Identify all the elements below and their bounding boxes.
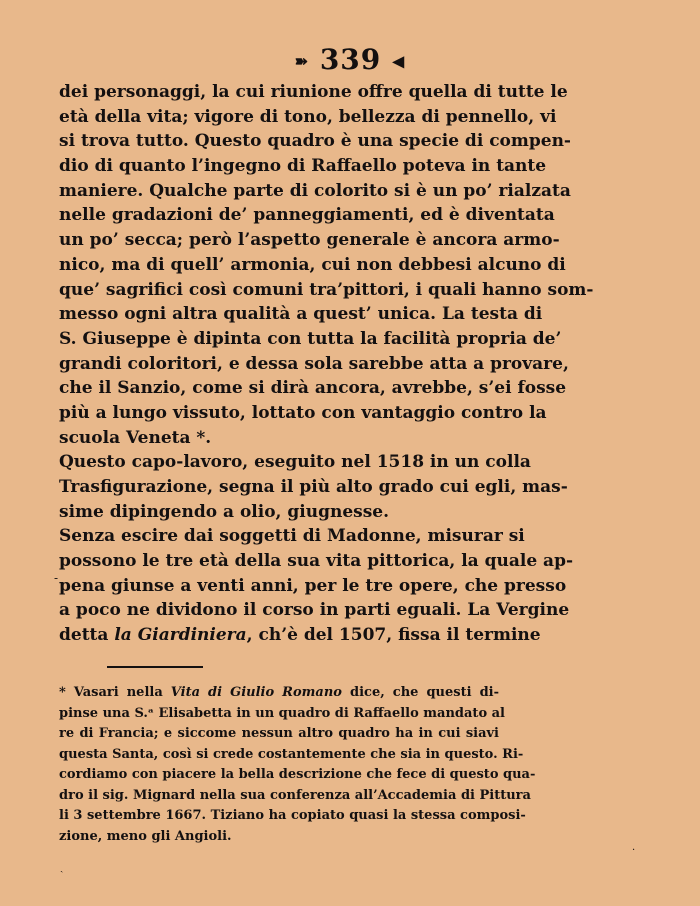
text-line: nico, ma di quell’ armonia, cui non debbesi alcuno di	[59, 254, 566, 275]
text-line: si trova tutto. Questo quadro è una specie di compen-	[59, 131, 571, 152]
text-fragment: * Vasari nella	[59, 685, 171, 700]
footnote-line: li 3 settembre 1667. Tiziano ha copiato quasi la stessa composi-	[59, 808, 526, 823]
footnote-line: questa Santa, così si crede costantemente che sia in questo. Ri-	[59, 746, 524, 762]
text-line: età della vita; vigore di tono, bellezza di pennello, vi	[59, 106, 557, 127]
text-line: che il Sanzio, come si dirà ancora, avrebbe, s’ei fosse	[59, 378, 567, 399]
footnote-line	[59, 683, 499, 704]
text-line: un po’ secca; però l’aspetto generale è ancora armo-	[59, 230, 560, 251]
text-fragment: detta	[59, 625, 115, 646]
text-line: scuola Veneta *.	[59, 427, 212, 448]
footnote-line: re di Francia; e siccome nessun altro quadro ha in cui siavi	[59, 726, 499, 741]
text-fragment: dice, che questi di-	[341, 685, 499, 700]
right-ornament-icon: ◀	[392, 51, 406, 71]
text-line: Senza escire dai soggetti di Madonne, misurar si	[59, 526, 525, 547]
text-line: sime dipingendo a olio, giugnesse.	[59, 501, 390, 522]
text-line: dio di quanto l’ingegno di Raffaello poteva in tante	[59, 156, 547, 177]
footnote-line: dro il sig. Mignard nella sua conferenza all’Accademia di Pittura	[59, 787, 531, 803]
italic-title: Vita di Giulio Romano	[170, 685, 342, 700]
text-line: a poco ne dividono il corso in parti eguali. La Vergine	[59, 600, 570, 621]
italic-title: la Giardiniera	[114, 625, 247, 646]
text-line: que’ sagrifici così comuni tra’pittori, i quali hanno som-	[59, 279, 594, 300]
footnote-line: cordiamo con piacere la bella descrizione che fece di questo qua-	[59, 767, 536, 782]
text-line	[59, 623, 541, 648]
main-text	[59, 80, 594, 648]
text-line: messo ogni altra qualità a quest’ unica. La testa di	[59, 304, 543, 325]
text-line: maniere. Qualche parte di colorito si è un po’ rialzata	[59, 180, 571, 201]
text-line: possono le tre età della sua vita pittorica, la quale ap-	[59, 551, 574, 572]
footnote	[59, 683, 536, 847]
text-line: Trasfigurazione, segna il più alto grado cui egli, mas-	[59, 477, 568, 497]
stray-dot: ·	[632, 845, 636, 856]
text-line: pena giunse a venti anni, per le tre opere, che presso	[59, 575, 567, 596]
text-line: nelle gradazioni de’ panneggiamenti, ed è diventata	[59, 205, 555, 226]
left-ornament-icon: ➽	[294, 51, 310, 71]
text-line: dei personaggi, la cui riunione offre quella di tutte le	[59, 82, 568, 102]
footnote-line: pinse una S.ᵃ Elisabetta in un quadro di Raffaello mandato al	[59, 705, 505, 721]
text-line: più a lungo vissuto, lottato con vantaggio contro la	[59, 402, 547, 423]
footnote-line: zione, meno gli Angioli.	[59, 828, 232, 844]
page-number: 339	[319, 43, 382, 76]
text-fragment: , ch’è del 1507, fissa il termine	[246, 625, 541, 646]
margin-dash: -	[54, 571, 59, 585]
stray-tick: ˏ	[60, 862, 64, 873]
footnote-rule	[107, 666, 203, 668]
text-line: Questo capo-lavoro, eseguito nel 1518 in un colla	[59, 452, 531, 473]
page-header	[0, 40, 700, 82]
text-line: S. Giuseppe è dipinta con tutta la facilità propria de’	[59, 328, 562, 349]
text-line: grandi coloritori, e dessa sola sarebbe atta a provare,	[59, 353, 569, 374]
